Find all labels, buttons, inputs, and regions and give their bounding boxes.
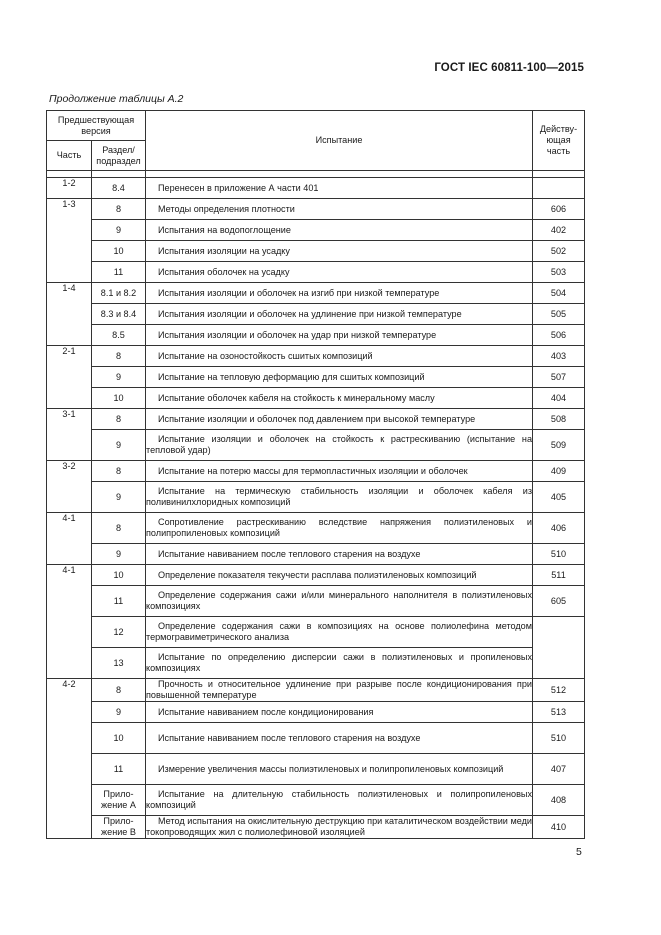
- header-part: Часть: [47, 141, 92, 171]
- table-row: [47, 513, 585, 544]
- table-caption: Продолжение таблицы А.2: [49, 93, 184, 105]
- table-row: [47, 482, 585, 513]
- table-row: [47, 754, 585, 785]
- table-row: [47, 178, 585, 199]
- cell-test: [146, 754, 533, 785]
- table-row: [47, 816, 585, 839]
- table-row: [47, 199, 585, 220]
- cell-section: 8: [92, 513, 146, 544]
- table-row: [47, 346, 585, 367]
- cell-test: [146, 648, 533, 679]
- test-description: Метод испытания на окислительную деструкцию при каталитическом воздействии меди токопроводящих жил с полиолефиновой изоляцией: [146, 816, 532, 837]
- cell-test: [146, 513, 533, 544]
- cell-current-part: 404: [533, 388, 585, 409]
- test-description: Испытание на длительную стабильность полиэтиленовых и полипропиленовых композиций: [146, 789, 532, 810]
- test-description: Измерение увеличения массы полиэтиленовых и полипропиленовых композиций: [158, 763, 504, 774]
- cell-test: [146, 482, 533, 513]
- cell-test: [146, 785, 533, 816]
- cell-section: 8.3 и 8.4: [92, 304, 146, 325]
- table-row: [47, 430, 585, 461]
- cell-current-part: 403: [533, 346, 585, 367]
- cell-section: 9: [92, 367, 146, 388]
- cell-current-part: 510: [533, 544, 585, 565]
- test-description: Испытания оболочек на усадку: [158, 266, 290, 277]
- cell-current-part: [533, 178, 585, 199]
- test-description: Определение содержания сажи в композициях на основе полиолефина методом термогравиметрического анализа: [146, 621, 532, 642]
- cell-current-part: 507: [533, 367, 585, 388]
- test-description: Испытания изоляции и оболочек на изгиб при низкой температуре: [158, 287, 440, 298]
- cell-current-part: 405: [533, 482, 585, 513]
- cell-section: 11: [92, 754, 146, 785]
- cell-section: 8.1 и 8.2: [92, 283, 146, 304]
- cell-current-part: 506: [533, 325, 585, 346]
- cell-part: 1-2: [47, 178, 92, 199]
- cell-part: 1-3: [47, 199, 92, 283]
- cell-part: 2-1: [47, 346, 92, 409]
- cell-test: [146, 199, 533, 220]
- table-row: [47, 586, 585, 617]
- table-row: [47, 262, 585, 283]
- cell-part: 3-2: [47, 461, 92, 513]
- cell-section: 11: [92, 586, 146, 617]
- cell-current-part: 513: [533, 702, 585, 723]
- cell-part: 4-1: [47, 565, 92, 679]
- cell-test: [146, 346, 533, 367]
- test-description: Испытание на потерю массы для термопластичных изоляции и оболочек: [158, 465, 468, 476]
- header-current-part: Действу- ющая часть: [533, 111, 585, 171]
- table-row: [47, 723, 585, 754]
- cell-current-part: 406: [533, 513, 585, 544]
- test-description: Испытание на озоностойкость сшитых композиций: [158, 350, 373, 361]
- cell-section: 8: [92, 679, 146, 702]
- cell-current-part: 410: [533, 816, 585, 839]
- standard-designation: ГОСТ IEC 60811-100—2015: [434, 62, 584, 74]
- cell-part: 4-2: [47, 679, 92, 839]
- table-row: [47, 544, 585, 565]
- cell-test: [146, 388, 533, 409]
- cell-current-part: 509: [533, 430, 585, 461]
- cell-section: 8: [92, 409, 146, 430]
- cell-part: 3-1: [47, 409, 92, 461]
- test-description: Перенесен в приложение А части 401: [158, 182, 319, 193]
- test-description: Испытание навиванием после теплового старения на воздухе: [158, 732, 421, 743]
- cell-section: 12: [92, 617, 146, 648]
- cell-test: [146, 544, 533, 565]
- header-prev-version: Предшествующая версия: [47, 111, 146, 141]
- cell-test: [146, 723, 533, 754]
- table-row: [47, 617, 585, 648]
- cell-current-part: 504: [533, 283, 585, 304]
- test-description: Испытание навиванием после теплового старения на воздухе: [158, 548, 421, 559]
- cell-test: [146, 679, 533, 702]
- table-row: [47, 325, 585, 346]
- cell-section: 9: [92, 430, 146, 461]
- cell-part: 4-1: [47, 513, 92, 565]
- cell-current-part: 503: [533, 262, 585, 283]
- cell-test: [146, 220, 533, 241]
- test-description: Сопротивление растрескиванию вследствие напряжения полиэтиленовых и полипропиленовых композиций: [146, 517, 532, 538]
- cell-test: [146, 586, 533, 617]
- cell-section: 13: [92, 648, 146, 679]
- test-description: Определение показателя текучести расплава полиэтиленовых композиций: [158, 569, 477, 580]
- test-description: Испытание по определению дисперсии сажи в полиэтиленовых и пропиленовых композициях: [146, 652, 532, 673]
- cell-current-part: 505: [533, 304, 585, 325]
- cell-current-part: 511: [533, 565, 585, 586]
- test-description: Испытания изоляции и оболочек на удлинение при низкой температуре: [158, 308, 462, 319]
- test-description: Определение содержания сажи и/или минерального наполнителя в полиэтиленовых композициях: [146, 590, 532, 611]
- cell-section: 9: [92, 544, 146, 565]
- test-description: Методы определения плотности: [158, 203, 295, 214]
- cell-section: Прило- жение В: [92, 816, 146, 839]
- cell-current-part: 510: [533, 723, 585, 754]
- cell-section: 10: [92, 388, 146, 409]
- test-description: Испытание оболочек кабеля на стойкость к минеральному маслу: [158, 392, 435, 403]
- cell-test: [146, 283, 533, 304]
- cell-test: [146, 241, 533, 262]
- cell-current-part: 512: [533, 679, 585, 702]
- test-description: Испытания изоляции на усадку: [158, 245, 290, 256]
- table-row: [47, 679, 585, 702]
- cell-current-part: 408: [533, 785, 585, 816]
- correspondence-table: [46, 110, 585, 839]
- test-description: Испытание изоляции и оболочек под давлением при высокой температуре: [158, 413, 476, 424]
- cell-section: 9: [92, 220, 146, 241]
- cell-current-part: 605: [533, 586, 585, 617]
- cell-test: [146, 262, 533, 283]
- test-description: Испытание изоляции и оболочек на стойкость к растрескиванию (испытание на тепловой удар): [146, 434, 532, 455]
- table-row: [47, 565, 585, 586]
- table-row: [47, 785, 585, 816]
- header-section: Раздел/ подраздел: [92, 141, 146, 171]
- cell-part: 1-4: [47, 283, 92, 346]
- cell-test: [146, 367, 533, 388]
- test-description: Испытание на тепловую деформацию для сшитых композиций: [158, 371, 425, 382]
- cell-section: Прило- жение А: [92, 785, 146, 816]
- cell-test: [146, 325, 533, 346]
- table-row: [47, 241, 585, 262]
- cell-test: [146, 461, 533, 482]
- cell-section: 10: [92, 241, 146, 262]
- test-description: Испытание навиванием после кондиционирования: [158, 706, 374, 717]
- table-row: [47, 461, 585, 482]
- header-test: Испытание: [146, 111, 533, 171]
- cell-section: 8.4: [92, 178, 146, 199]
- cell-section: 9: [92, 702, 146, 723]
- test-description: Прочность и относительное удлинение при разрыве после кондиционирования при повышенной температуре: [146, 679, 532, 700]
- cell-section: 8: [92, 461, 146, 482]
- cell-test: [146, 178, 533, 199]
- cell-current-part: 409: [533, 461, 585, 482]
- cell-section: 8.5: [92, 325, 146, 346]
- cell-section: 9: [92, 482, 146, 513]
- cell-current-part: 502: [533, 241, 585, 262]
- cell-current-part: 402: [533, 220, 585, 241]
- table-row: [47, 283, 585, 304]
- test-description: Испытания изоляции и оболочек на удар при низкой температуре: [158, 329, 437, 340]
- cell-section: 8: [92, 199, 146, 220]
- cell-section: 11: [92, 262, 146, 283]
- cell-section: 8: [92, 346, 146, 367]
- table-row: [47, 702, 585, 723]
- cell-test: [146, 816, 533, 839]
- table-row: [47, 409, 585, 430]
- cell-section: 10: [92, 723, 146, 754]
- cell-current-part: 508: [533, 409, 585, 430]
- cell-current-part: [533, 617, 585, 679]
- table-row: [47, 304, 585, 325]
- table-row: [47, 388, 585, 409]
- cell-section: 10: [92, 565, 146, 586]
- cell-test: [146, 430, 533, 461]
- table-row: [47, 648, 585, 679]
- table-row: [47, 367, 585, 388]
- cell-test: [146, 409, 533, 430]
- cell-test: [146, 617, 533, 648]
- page-number: 5: [576, 846, 582, 858]
- table-row: [47, 220, 585, 241]
- cell-current-part: 407: [533, 754, 585, 785]
- test-description: Испытания на водопоглощение: [158, 224, 291, 235]
- cell-test: [146, 702, 533, 723]
- cell-current-part: 606: [533, 199, 585, 220]
- table-body: [47, 178, 585, 839]
- cell-test: [146, 304, 533, 325]
- cell-test: [146, 565, 533, 586]
- test-description: Испытание на термическую стабильность изоляции и оболочек кабеля из поливинилхлоридных композиций: [146, 486, 532, 507]
